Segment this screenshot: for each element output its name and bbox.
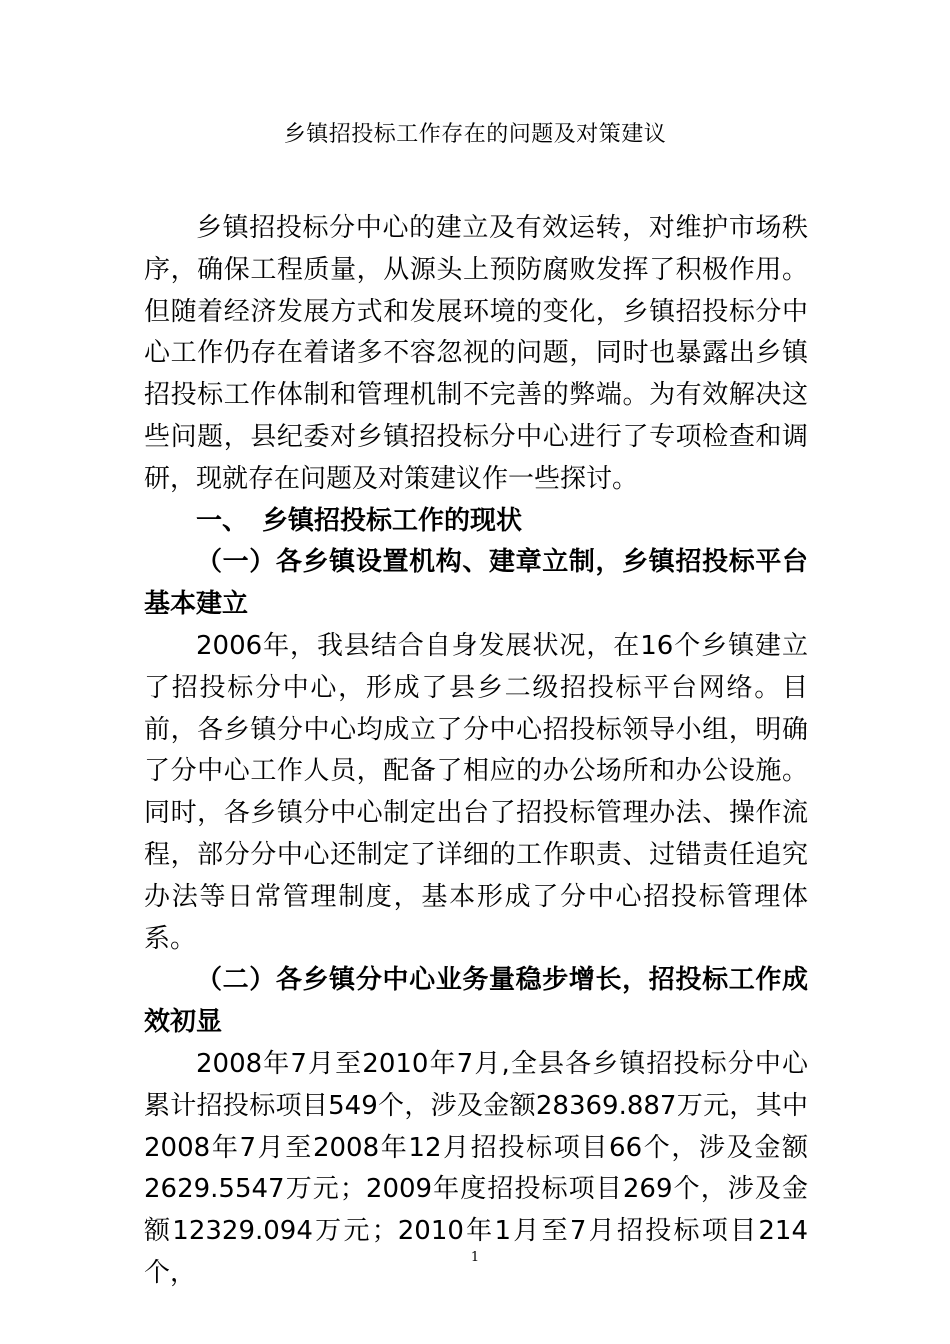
subsection-paragraph-1: 2006年，我县结合自身发展状况，在16个乡镇建立了招投标分中心，形成了县乡二级招投标平台网络。目前，各乡镇分中心均成立了分中心招投标领导小组，明确了分中心工作人员，配备了相应的办公场所和办公设施。同时，各乡镇分中心制定出台了招投标管理办法、操作流程，部分分中心还制定了详细的工作职责、过错责任追究办法等日常管理制度，基本形成了分中心招投标管理体系。 [144,630,808,954]
page-number: 1 [470,1250,480,1265]
document-body [144,208,808,1295]
subsection-heading-2: （二）各乡镇分中心业务量稳步增长，招投标工作成效初显 [144,965,808,1038]
subsection-paragraph-2: 2008年7月至2010年7月,全县各乡镇招投标分中心累计招投标项目549个，涉及金额28369.887万元，其中2008年7月至2008年12月招投标项目66个，涉及金额2629.5547万元；2009年度招投标项目269个，涉及金额12329.094万元；2010年1月至7月招投标项目214个， [144,1048,808,1288]
subsection-heading-1: （一）各乡镇设置机构、建章立制，乡镇招投标平台基本建立 [144,547,808,620]
section-heading-text: 乡镇招投标工作的现状 [262,505,523,536]
intro-paragraph: 乡镇招投标分中心的建立及有效运转，对维护市场秩序，确保工程质量，从源头上预防腐败发挥了积极作用。但随着经济发展方式和发展环境的变化，乡镇招投标分中心工作仍存在着诸多不容忽视的问题，同时也暴露出乡镇招投标工作体制和管理机制不完善的弊端。为有效解决这些问题，县纪委对乡镇招投标分中心进行了专项检查和调研，现就存在问题及对策建议作一些探讨。 [144,213,808,494]
document-title: 乡镇招投标工作存在的问题及对策建议 [283,122,667,147]
section-heading [144,501,808,543]
section-number: 一、 [196,505,249,536]
